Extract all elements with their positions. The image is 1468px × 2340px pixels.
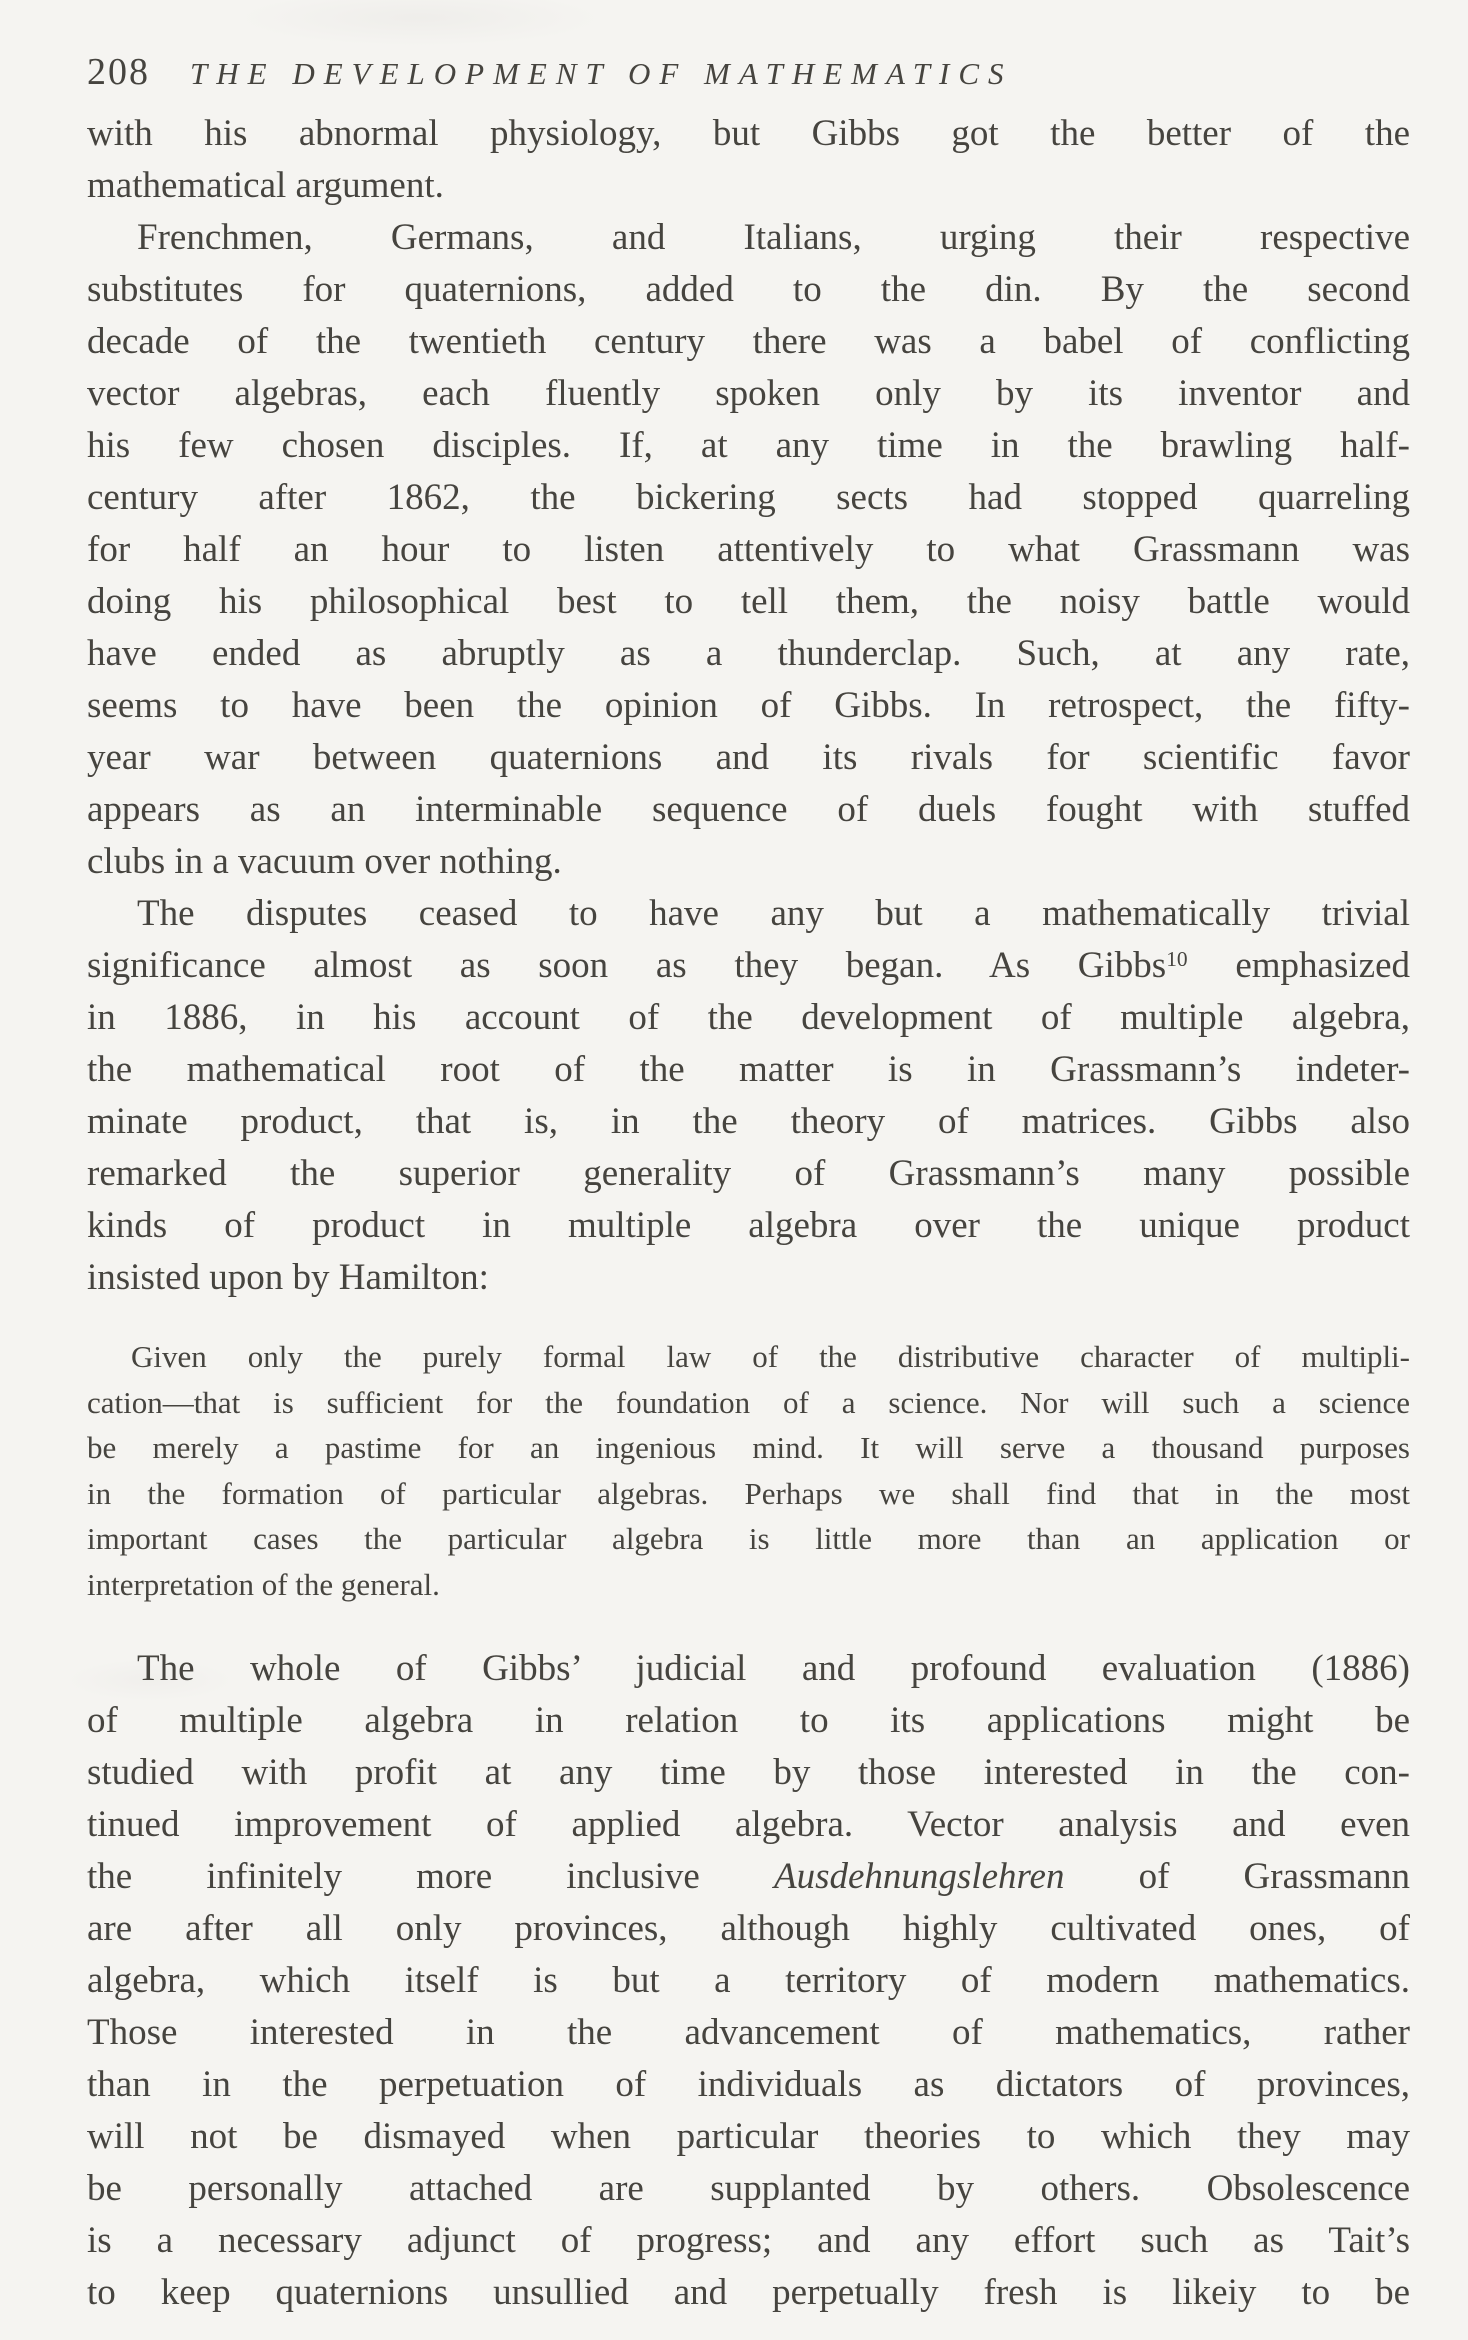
text-line: The whole of Gibbs’ judicial and profound evaluation (1886) xyxy=(137,1648,1410,1689)
text-line: his few chosen disciples. If, at any time in the brawling half- xyxy=(87,425,1410,466)
text-line: appears as an interminable sequence of duels fought with stuffed xyxy=(87,789,1410,830)
type-block xyxy=(87,50,1410,2319)
text-line: decade of the twentieth century there was a babel of conflicting xyxy=(87,321,1410,362)
text-line: have ended as abruptly as a thunderclap. Such, at any rate, xyxy=(87,633,1410,674)
page-number: 208 xyxy=(87,51,150,93)
text-line: century after 1862, the bickering sects had stopped quarreling xyxy=(87,477,1410,518)
text-line: the mathematical root of the matter is in Grassmann’s indeter- xyxy=(87,1049,1410,1090)
text-line: than in the perpetuation of individuals as dictators of provinces, xyxy=(87,2064,1410,2105)
text-line: doing his philosophical best to tell them, the noisy battle would xyxy=(87,581,1410,622)
text-line: kinds of product in multiple algebra over the unique product xyxy=(87,1205,1410,1246)
text-line: mathematical argument. xyxy=(87,165,444,206)
text-line: for half an hour to listen attentively to what Grassmann was xyxy=(87,529,1410,570)
text-line: year war between quaternions and its rivals for scientific favor xyxy=(87,737,1410,778)
text-line: be personally attached are supplanted by others. Obsolescence xyxy=(87,2168,1410,2209)
text-line: studied with profit at any time by those interested in the con- xyxy=(87,1752,1410,1793)
page-header xyxy=(87,50,1410,94)
italic-term: Ausdehnungslehren xyxy=(773,1856,1065,1897)
text-line: vector algebras, each fluently spoken only by its inventor and xyxy=(87,373,1410,414)
text-line: The disputes ceased to have any but a mathematically trivial xyxy=(137,893,1410,934)
paragraph xyxy=(87,888,1410,1304)
text-line: clubs in a vacuum over nothing. xyxy=(87,841,562,882)
text-line: of multiple algebra in relation to its applications might be xyxy=(87,1700,1410,1741)
text-line: Given only the purely formal law of the distributive character of multipli- xyxy=(131,1339,1410,1374)
paragraph xyxy=(87,212,1410,888)
text-line: algebra, which itself is but a territory of modern mathematics. xyxy=(87,1960,1410,2001)
block-quote xyxy=(87,1334,1410,1607)
footnote-reference: 10 xyxy=(1166,947,1188,972)
text-line: substitutes for quaternions, added to the din. By the second xyxy=(87,269,1410,310)
text-line: is a necessary adjunct of progress; and any effort such as Tait’s xyxy=(87,2220,1410,2261)
text-line: interpretation of the general. xyxy=(87,1566,440,1602)
running-title: THE DEVELOPMENT OF MATHEMATICS xyxy=(190,56,1013,91)
text-line: in the formation of particular algebras. Perhaps we shall find that in the most xyxy=(87,1475,1410,1511)
text-line: in 1886, in his account of the development of multiple algebra, xyxy=(87,997,1410,1038)
page-body xyxy=(87,108,1410,2319)
text-line: with his abnormal physiology, but Gibbs got the better of the xyxy=(87,113,1410,154)
text-line: tinued improvement of applied algebra. Vector analysis and even xyxy=(87,1804,1410,1845)
text-line: significance almost as soon as they began. As Gibbs$^{10}$ emphasized xyxy=(87,945,1410,986)
text-line: minate product, that is, in the theory of matrices. Gibbs also xyxy=(87,1101,1410,1142)
text-line: cation—that is sufficient for the foundation of a science. Nor will such a science xyxy=(87,1384,1410,1420)
text-line: are after all only provinces, although highly cultivated ones, of xyxy=(87,1908,1410,1949)
text-line: Those interested in the advancement of mathematics, rather xyxy=(87,2012,1410,2053)
text-line: be merely a pastime for an ingenious mind. It will serve a thousand purposes xyxy=(87,1430,1410,1465)
text-line: will not be dismayed when particular theories to which they may xyxy=(87,2116,1410,2157)
text-line: Frenchmen, Germans, and Italians, urging their respective xyxy=(137,217,1410,258)
text-line: the infinitely more inclusive Ausdehnungslehren of Grassmann xyxy=(87,1856,1410,1897)
text-line: insisted upon by Hamilton: xyxy=(87,1257,489,1298)
paragraph xyxy=(87,1643,1410,2319)
text-line: to keep quaternions unsullied and perpetually fresh is likeiy to be xyxy=(87,2272,1410,2313)
text-line: remarked the superior generality of Grassmann’s many possible xyxy=(87,1153,1410,1194)
text-line: seems to have been the opinion of Gibbs. In retrospect, the fifty- xyxy=(87,685,1410,726)
text-line: important cases the particular algebra is little more than an application or xyxy=(87,1521,1410,1556)
paragraph xyxy=(87,108,1410,212)
